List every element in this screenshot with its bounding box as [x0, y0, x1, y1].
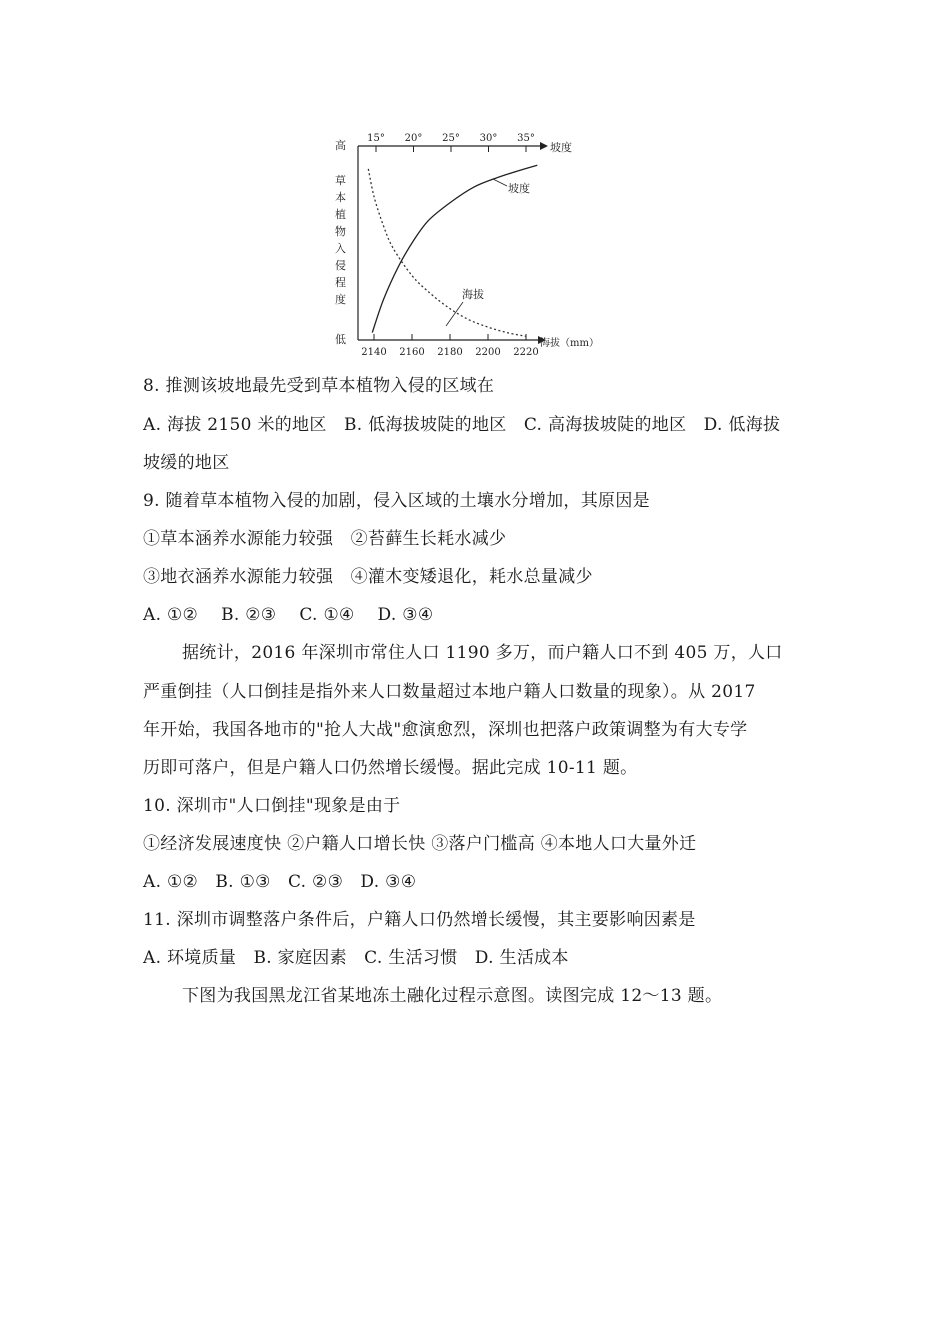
y-label-char: 本	[335, 191, 346, 204]
q11-options: A. 环境质量 B. 家庭因素 C. 生活习惯 D. 生活成本	[143, 948, 569, 968]
passage-1-line3: 年开始，我国各地市的"抢人大战"愈演愈烈，深圳也把落户政策调整为有大专学	[143, 720, 748, 740]
passage-1-line2: 严重倒挂（人口倒挂是指外来人口数量超过本地户籍人口数量的现象）。从 2017	[143, 682, 756, 702]
y-label-char: 入	[335, 242, 346, 255]
slope-leader	[493, 179, 507, 186]
q8-options-line2: 坡缓的地区	[143, 453, 230, 473]
y-label-char: 侵	[335, 259, 346, 272]
bottom-tick-label: 2180	[437, 347, 463, 358]
y-label-char: 度	[335, 293, 346, 306]
q10-stem: 10. 深圳市"人口倒挂"现象是由于	[143, 796, 401, 816]
invasion-chart	[318, 122, 618, 362]
q9-stem: 9. 随着草本植物入侵的加剧，侵入区域的土壤水分增加，其原因是	[143, 491, 650, 511]
bottom-tick-label: 2160	[399, 347, 425, 358]
bottom-tick-label: 2140	[361, 347, 387, 358]
bottom-tick-label: 2200	[475, 347, 501, 358]
bottom-axis-label: 海拔（mm）	[540, 338, 599, 349]
y-label-char: 程	[335, 276, 346, 289]
q9-options: A. ①② B. ②③ C. ①④ D. ③④	[143, 605, 434, 625]
top-axis-arrow	[540, 142, 548, 150]
q9-statements-2: ③地衣涵养水源能力较强 ④灌木变矮退化，耗水总量减少	[143, 567, 593, 587]
q10-options: A. ①② B. ①③ C. ②③ D. ③④	[143, 872, 417, 892]
altitude-curve-label: 海拔	[462, 288, 484, 301]
top-ticks	[367, 133, 535, 152]
q11-stem: 11. 深圳市调整落户条件后，户籍人口仍然增长缓慢，其主要影响因素是	[143, 910, 696, 930]
top-tick-label: 20°	[404, 133, 423, 144]
passage-2: 下图为我国黑龙江省某地冻土融化过程示意图。读图完成 12～13 题。	[182, 986, 723, 1006]
top-tick-label: 25°	[442, 133, 460, 144]
altitude-leader	[446, 302, 463, 326]
top-tick-label: 35°	[517, 133, 535, 144]
y-high-label: 高	[335, 139, 346, 152]
top-tick-label: 15°	[367, 133, 385, 144]
top-tick-label: 30°	[479, 133, 498, 144]
passage-1-line4: 历即可落户，但是户籍人口仍然增长缓慢。据此完成 10-11 题。	[143, 758, 638, 778]
y-axis-label	[335, 173, 346, 306]
y-label-char: 物	[335, 225, 346, 238]
q8-stem: 8. 推测该坡地最先受到草本植物入侵的区域在	[143, 376, 495, 396]
bottom-ticks	[361, 334, 538, 358]
passage-1-line1: 据统计，2016 年深圳市常住人口 1190 多万，而户籍人口不到 405 万，人口	[182, 643, 783, 663]
y-label-char: 植	[335, 208, 346, 221]
slope-curve-label: 坡度	[508, 182, 530, 195]
q8-options-line1: A. 海拔 2150 米的地区 B. 低海拔坡陡的地区 C. 高海拔坡陡的地区 D. 低海拔	[143, 415, 781, 435]
y-low-label: 低	[335, 333, 346, 346]
bottom-tick-label: 2220	[513, 347, 539, 358]
series-line-altitude	[368, 169, 526, 336]
q10-statements: ①经济发展速度快 ②户籍人口增长快 ③落户门槛高 ④本地人口大量外迁	[143, 834, 697, 854]
top-axis-label: 坡度	[550, 141, 572, 154]
q9-statements-1: ①草本涵养水源能力较强 ②苔藓生长耗水减少	[143, 529, 507, 549]
y-label-char: 草	[335, 174, 346, 187]
